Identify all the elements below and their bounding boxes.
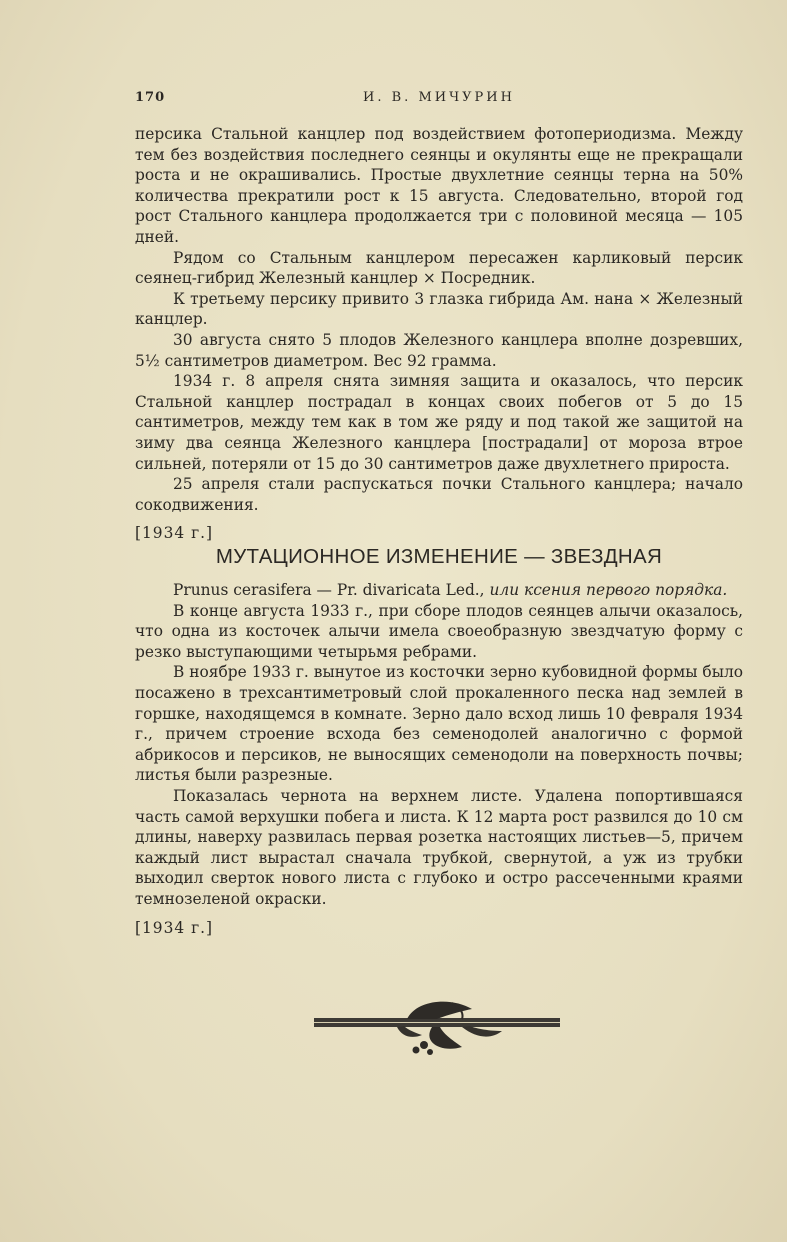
running-head: И. В. МИЧУРИН: [363, 90, 515, 105]
paragraph: Рядом со Стальным канцлером пересажен карликовый персик сеянец-гибрид Железный канцлер × Посредник.: [135, 248, 743, 288]
section-peach-notes: [135, 124, 743, 544]
section-title: МУТАЦИОННОЕ ИЗМЕНЕНИЕ — ЗВЕЗДНАЯ: [215, 545, 663, 568]
page-number: 170: [135, 90, 166, 105]
decorative-ornament: [312, 995, 562, 1059]
paragraph: В ноябре 1933 г. вынутое из косточки зерно кубовидной формы было посажено в трехсантиметровый слой прокаленного песка над землей в горшке, находящемся в комнате. Зерно дало всход лишь 10 февраля 1934 г., причем строение всхода без семенодолей аналогично с формой абрикосов и персиков, не выносящих семенодоли на поверхность почвы; листья были разрезные.: [135, 663, 743, 785]
section-star-mutation: [135, 580, 743, 938]
subtitle-latin: Prunus cerasifera — Pr. divaricata Led.,: [173, 581, 485, 599]
section-date: [1934 г.]: [135, 524, 214, 543]
paragraph: 1934 г. 8 апреля снята зимняя защита и оказалось, что персик Стальной канцлер пострадал в концах своих побегов от 5 до 15 сантиметров, между тем как в том же ряду и под такой же защитой на зиму два сеянца Железного канцлера [пострадали] от мороза втрое сильней, потеряли от 15 до 30 сантиметров даже двухлетнего прироста.: [135, 372, 743, 473]
paragraph: 30 августа снято 5 плодов Железного канцлера вполне дозревших, 5½ сантиметров диаметром. Вес 92 грамма.: [135, 330, 743, 370]
paragraph: В конце августа 1933 г., при сборе плодов сеянцев алычи оказалось, что одна из косточек алычи имела своеобразную звездчатую форму с резко выступающими четырьмя ребрами.: [135, 601, 743, 661]
subtitle-italic: или ксения первого порядка.: [489, 581, 728, 599]
page-header: [135, 90, 743, 112]
paragraph: К третьему персику привито 3 глазка гибрида Ам. нана × Железный канцлер.: [135, 289, 743, 329]
section-subtitle: [135, 580, 743, 601]
paragraph: 25 апреля стали распускаться почки Стального канцлера; начало сокодвижения.: [135, 475, 743, 514]
paragraph: Показалась чернота на верхнем листе. Удалена попортившаяся часть самой верхушки побега и листа. К 12 марта рост развился до 10 см длины, наверху развилась первая розетка настоящих листьев—5, причем каждый лист вырастал сначала трубкой, свернутой, а уж из трубки выходил сверток нового листа с глубоко и остро рассеченными краями темнозеленой окраски.: [135, 786, 743, 908]
paragraph: персика Стальной канцлер под воздействием фотопериодизма. Между тем без воздействия последнего сеянцы и окулянты еще не прекращали роста и не окрашивались. Простые двухлетние сеянцы терна на 50% количества прекратили рост к 15 августа. Следовательно, второй год рост Стального канцлера продолжается три с половиной месяца — 105 дней.: [135, 125, 743, 246]
section-date: [1934 г.]: [135, 918, 214, 937]
